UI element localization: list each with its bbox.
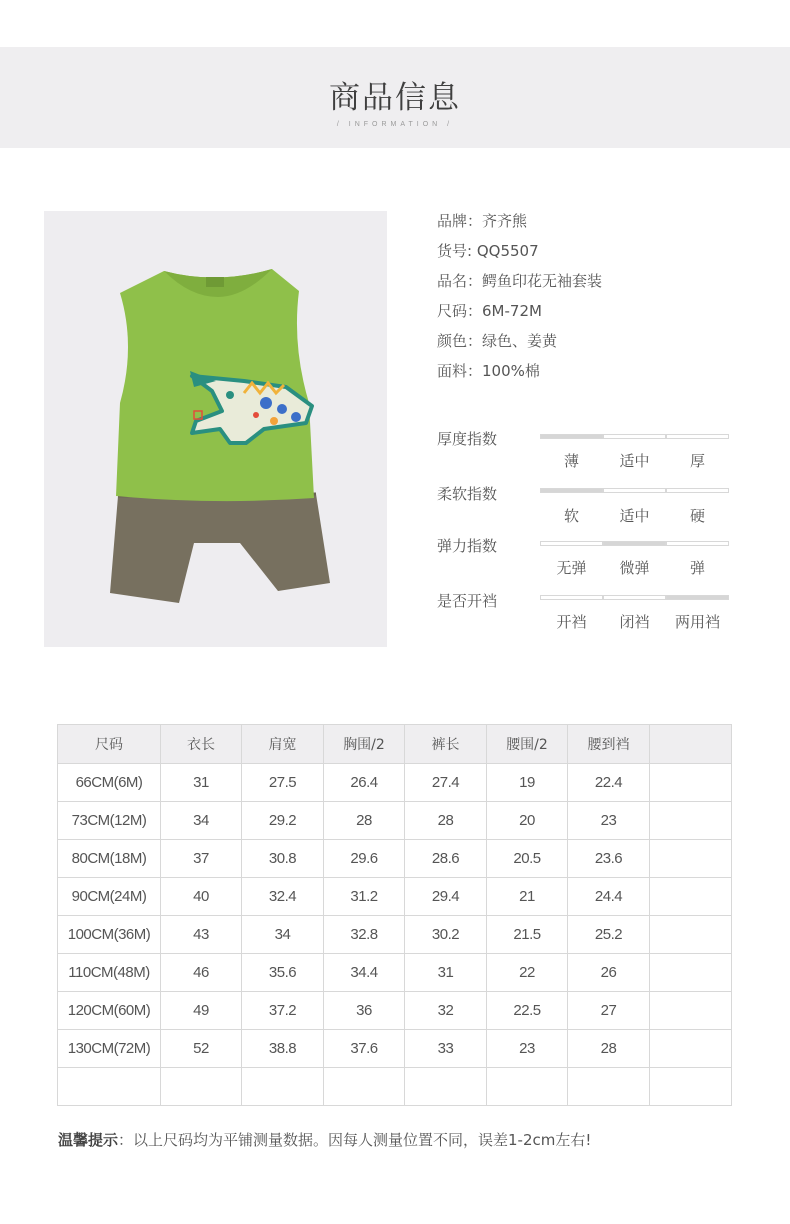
table-cell	[650, 802, 732, 840]
size-table-header	[58, 725, 732, 764]
table-cell: 20.5	[487, 840, 568, 878]
table-cell: 37.6	[324, 1030, 405, 1068]
table-cell: 21.5	[487, 916, 568, 954]
size-table	[57, 724, 732, 1106]
page-title: 商品信息	[329, 80, 461, 116]
info-product-name: 品名：鳄鱼印花无袖套装	[437, 272, 603, 290]
elasticity-option-2: 微弹	[619, 559, 650, 577]
softness-bar-3	[666, 488, 729, 493]
table-cell: 24.4	[568, 878, 650, 916]
thickness-bar-3	[666, 434, 729, 439]
header-chest: 胸围/2	[324, 725, 405, 764]
table-row	[58, 916, 732, 954]
table-row	[58, 802, 732, 840]
table-row	[58, 1068, 732, 1106]
info-color: 颜色：绿色、姜黄	[437, 332, 558, 350]
table-cell	[568, 1068, 650, 1106]
elasticity-option-1: 无弹	[556, 559, 587, 577]
table-cell: 21	[487, 878, 568, 916]
table-cell: 34	[161, 802, 242, 840]
crotch-bar-3	[666, 595, 729, 600]
table-row	[58, 878, 732, 916]
softness-option-3: 硬	[689, 507, 705, 525]
table-cell: 30.2	[405, 916, 487, 954]
table-cell: 100CM(36M)	[58, 916, 161, 954]
table-cell: 32	[405, 992, 487, 1030]
table-row	[58, 764, 732, 802]
table-cell	[161, 1068, 242, 1106]
crotch-option-3: 两用裆	[674, 613, 720, 631]
table-cell: 30.8	[242, 840, 324, 878]
table-cell: 23.6	[568, 840, 650, 878]
header-waist: 腰围/2	[487, 725, 568, 764]
table-cell: 29.2	[242, 802, 324, 840]
thickness-bar-1	[540, 434, 603, 439]
thickness-option-3: 厚	[689, 452, 705, 470]
page-subtitle: / INFORMATION /	[336, 121, 454, 128]
table-cell: 28.6	[405, 840, 487, 878]
table-cell: 43	[161, 916, 242, 954]
table-cell: 40	[161, 878, 242, 916]
table-cell: 27.4	[405, 764, 487, 802]
table-cell	[650, 764, 732, 802]
table-cell	[405, 1068, 487, 1106]
info-size: 尺码：6M-72M	[437, 302, 542, 320]
table-row	[58, 992, 732, 1030]
table-cell	[650, 992, 732, 1030]
table-cell: 37	[161, 840, 242, 878]
softness-bar-1	[540, 488, 603, 493]
table-cell	[242, 1068, 324, 1106]
table-cell: 33	[405, 1030, 487, 1068]
info-fabric: 面料：100%棉	[437, 362, 540, 380]
elasticity-option-3: 弹	[689, 559, 705, 577]
header-shoulder: 肩宽	[242, 725, 324, 764]
table-cell: 120CM(60M)	[58, 992, 161, 1030]
thickness-index-label: 厚度指数	[437, 430, 498, 448]
elasticity-index-label: 弹力指数	[437, 537, 498, 555]
table-cell: 32.4	[242, 878, 324, 916]
table-cell: 46	[161, 954, 242, 992]
table-cell: 52	[161, 1030, 242, 1068]
tip-label: 温馨提示	[58, 1131, 119, 1149]
table-cell: 36	[324, 992, 405, 1030]
tip-text: ：以上尺码均为平铺测量数据。因每人测量位置不同，误差1-2cm左右!	[118, 1131, 592, 1149]
table-cell	[324, 1068, 405, 1106]
table-cell: 110CM(48M)	[58, 954, 161, 992]
table-cell: 28	[324, 802, 405, 840]
crotch-bar-2	[603, 595, 666, 600]
table-cell	[650, 916, 732, 954]
table-cell: 27.5	[242, 764, 324, 802]
table-cell: 22.4	[568, 764, 650, 802]
crotch-index-label: 是否开裆	[437, 592, 498, 610]
table-cell: 23	[568, 802, 650, 840]
table-cell: 27	[568, 992, 650, 1030]
thickness-bar-2	[603, 434, 666, 439]
header-size: 尺码	[58, 725, 161, 764]
table-cell: 73CM(12M)	[58, 802, 161, 840]
table-row	[58, 840, 732, 878]
table-cell: 38.8	[242, 1030, 324, 1068]
header-band	[0, 47, 790, 148]
table-cell: 32.8	[324, 916, 405, 954]
elasticity-bar-1	[540, 541, 603, 546]
info-brand: 品牌：齐齐熊	[437, 212, 528, 230]
table-cell	[650, 1030, 732, 1068]
info-item-number: 货号: QQ5507	[437, 242, 539, 260]
table-cell	[650, 954, 732, 992]
crotch-bar-1	[540, 595, 603, 600]
table-cell: 20	[487, 802, 568, 840]
table-cell: 90CM(24M)	[58, 878, 161, 916]
table-cell: 49	[161, 992, 242, 1030]
size-tip	[58, 1129, 591, 1150]
table-cell	[650, 840, 732, 878]
table-cell: 28	[405, 802, 487, 840]
table-cell: 29.6	[324, 840, 405, 878]
table-cell: 22.5	[487, 992, 568, 1030]
outfit-illustration	[44, 211, 387, 647]
table-cell: 66CM(6M)	[58, 764, 161, 802]
elasticity-bar-3	[666, 541, 729, 546]
table-cell: 26	[568, 954, 650, 992]
crotch-option-1: 开裆	[556, 613, 587, 631]
table-cell: 31	[161, 764, 242, 802]
table-cell: 19	[487, 764, 568, 802]
softness-option-2: 适中	[619, 507, 650, 525]
thickness-option-2: 适中	[619, 452, 650, 470]
product-photo	[44, 211, 387, 647]
table-cell: 31.2	[324, 878, 405, 916]
table-cell: 80CM(18M)	[58, 840, 161, 878]
crotch-option-2: 闭裆	[619, 613, 650, 631]
table-cell: 34	[242, 916, 324, 954]
table-cell: 22	[487, 954, 568, 992]
elasticity-bar-2	[603, 541, 666, 546]
softness-bar-2	[603, 488, 666, 493]
table-cell: 34.4	[324, 954, 405, 992]
softness-index-label: 柔软指数	[437, 485, 498, 503]
table-cell: 37.2	[242, 992, 324, 1030]
header-pants-length: 裤长	[405, 725, 487, 764]
table-cell: 23	[487, 1030, 568, 1068]
table-cell	[650, 1068, 732, 1106]
table-cell: 31	[405, 954, 487, 992]
header-rise: 腰到裆	[568, 725, 650, 764]
thickness-option-1: 薄	[563, 452, 579, 470]
shorts-image	[110, 494, 330, 603]
table-row	[58, 1030, 732, 1068]
header-length: 衣长	[161, 725, 242, 764]
table-cell: 25.2	[568, 916, 650, 954]
table-cell: 29.4	[405, 878, 487, 916]
table-cell	[487, 1068, 568, 1106]
header-empty	[650, 725, 732, 764]
table-cell: 35.6	[242, 954, 324, 992]
table-row	[58, 954, 732, 992]
table-cell	[58, 1068, 161, 1106]
table-cell: 130CM(72M)	[58, 1030, 161, 1068]
table-cell: 28	[568, 1030, 650, 1068]
table-cell	[650, 878, 732, 916]
table-cell: 26.4	[324, 764, 405, 802]
softness-option-1: 软	[563, 507, 579, 525]
